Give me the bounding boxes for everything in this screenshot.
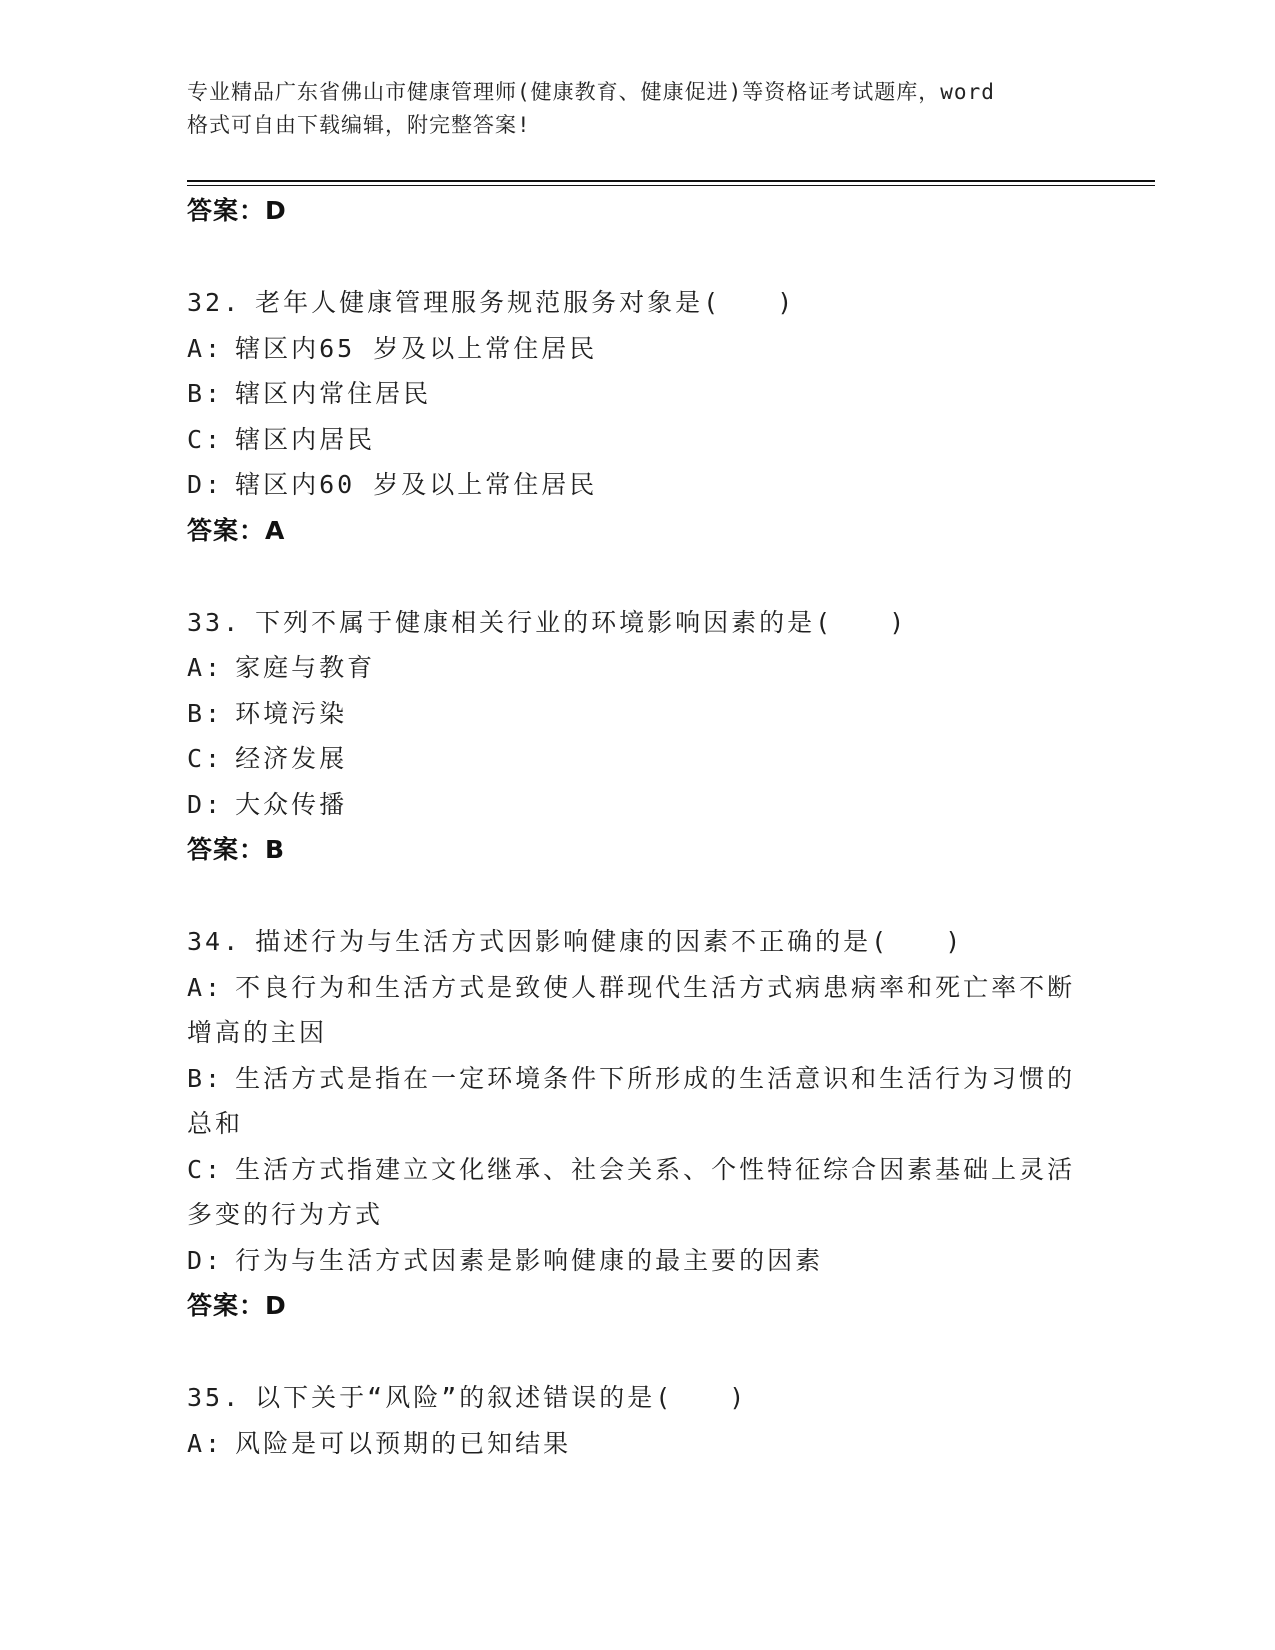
option-key: C: bbox=[187, 424, 224, 454]
option-text: 环境污染 bbox=[235, 698, 348, 728]
option-d bbox=[187, 462, 1087, 508]
question-text: 描述行为与生活方式因影响健康的因素不正确的是( ) bbox=[255, 927, 964, 956]
question-stem bbox=[187, 919, 1087, 965]
option-b bbox=[187, 691, 1087, 737]
option-text: 家庭与教育 bbox=[235, 653, 376, 682]
question-32 bbox=[187, 280, 1087, 554]
option-b bbox=[187, 1056, 1087, 1147]
header-divider-thin bbox=[187, 185, 1155, 186]
option-key: A: bbox=[187, 1428, 224, 1458]
header-line-2: 格式可自由下载编辑，附完整答案! bbox=[187, 113, 531, 137]
question-list bbox=[187, 188, 1087, 1466]
option-text: 生活方式指建立文化继承、社会关系、个性特征综合因素基础上灵活多变的行为方式 bbox=[187, 1154, 1076, 1229]
option-key: B: bbox=[187, 698, 224, 728]
question-number: 35. bbox=[187, 1383, 242, 1412]
question-stem bbox=[187, 600, 1087, 646]
option-key: D: bbox=[187, 789, 224, 819]
question-stem bbox=[187, 1375, 1087, 1421]
option-d bbox=[187, 1238, 1087, 1284]
option-text: 辖区内65 岁及以上常住居民 bbox=[235, 333, 598, 363]
question-number: 34. bbox=[187, 927, 242, 956]
option-a bbox=[187, 326, 1087, 372]
header-line-1: 专业精品广东省佛山市健康管理师(健康教育、健康促进)等资格证考试题库，word bbox=[187, 80, 995, 104]
option-key: D: bbox=[187, 470, 224, 499]
option-b bbox=[187, 371, 1087, 417]
question-number: 32. bbox=[187, 288, 242, 317]
option-text: 辖区内常住居民 bbox=[235, 379, 432, 408]
option-text: 经济发展 bbox=[235, 744, 348, 773]
option-text: 不良行为和生活方式是致使人群现代生活方式病患病率和死亡率不断增高的主因 bbox=[187, 972, 1076, 1047]
question-34 bbox=[187, 919, 1087, 1329]
previous-answer: 答案：D bbox=[187, 196, 287, 225]
option-key: B: bbox=[187, 379, 224, 408]
option-key: B: bbox=[187, 1063, 224, 1093]
option-key: C: bbox=[187, 1154, 224, 1184]
option-a bbox=[187, 1421, 1087, 1467]
document-header bbox=[187, 76, 1087, 142]
option-text: 生活方式是指在一定环境条件下所形成的生活意识和生活行为习惯的总和 bbox=[187, 1063, 1076, 1138]
option-key: C: bbox=[187, 744, 224, 773]
question-stem bbox=[187, 280, 1087, 326]
question-answer: 答案：A bbox=[187, 515, 286, 545]
question-text: 老年人健康管理服务规范服务对象是( ) bbox=[255, 288, 796, 317]
option-text: 行为与生活方式因素是影响健康的最主要的因素 bbox=[235, 1245, 824, 1275]
option-c bbox=[187, 417, 1087, 463]
option-a bbox=[187, 965, 1087, 1056]
option-text: 风险是可以预期的已知结果 bbox=[235, 1428, 572, 1458]
option-text: 辖区内居民 bbox=[235, 424, 376, 454]
question-33 bbox=[187, 600, 1087, 874]
option-text: 大众传播 bbox=[235, 789, 348, 819]
option-key: A: bbox=[187, 653, 224, 682]
option-text: 辖区内60 岁及以上常住居民 bbox=[235, 470, 598, 499]
question-text: 下列不属于健康相关行业的环境影响因素的是( ) bbox=[255, 607, 908, 637]
option-d bbox=[187, 782, 1087, 828]
question-number: 33. bbox=[187, 607, 242, 637]
option-a bbox=[187, 645, 1087, 691]
question-answer: 答案：B bbox=[187, 835, 286, 864]
question-answer: 答案：D bbox=[187, 1291, 287, 1320]
header-divider-thick bbox=[187, 180, 1155, 182]
option-c bbox=[187, 1147, 1087, 1238]
question-text: 以下关于“风险”的叙述错误的是( ) bbox=[255, 1383, 748, 1412]
option-c bbox=[187, 736, 1087, 782]
question-35 bbox=[187, 1375, 1087, 1466]
option-key: A: bbox=[187, 972, 224, 1002]
option-key: A: bbox=[187, 333, 224, 363]
option-key: D: bbox=[187, 1245, 224, 1275]
